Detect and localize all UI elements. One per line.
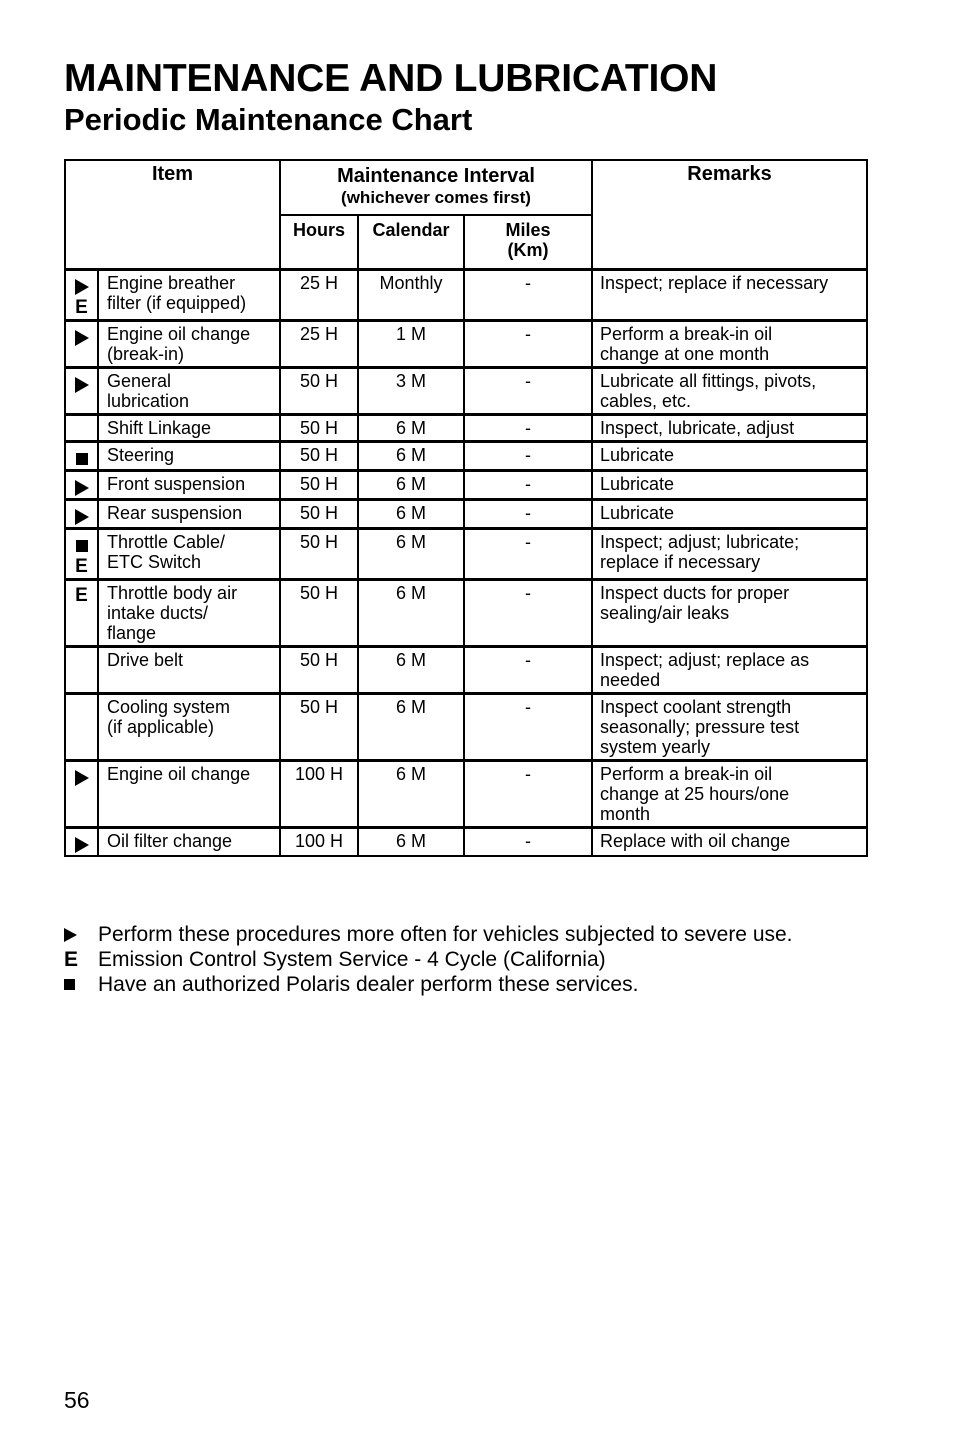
- dealer-service-symbol: [66, 534, 97, 556]
- hours-cell: 50 H: [280, 415, 358, 442]
- remarks-cell-line: Perform a break-in oil: [600, 764, 773, 784]
- table-row: [65, 471, 867, 500]
- legend-item: [64, 947, 793, 972]
- triangle-icon: [75, 509, 89, 525]
- remarks-cell-line: Lubricate all fittings, pivots,: [600, 371, 817, 391]
- km-label: (Km): [507, 240, 549, 260]
- calendar-cell: 6 M: [358, 828, 464, 857]
- item-cell: [98, 471, 280, 500]
- item-cell: [98, 529, 280, 580]
- remarks-cell-line: Inspect; adjust; replace as: [600, 650, 810, 670]
- item-cell-line: Front suspension: [107, 474, 246, 494]
- miles-cell: -: [464, 828, 592, 857]
- item-cell-line: ETC Switch: [107, 552, 202, 572]
- item-cell-line: Engine oil change: [107, 764, 251, 784]
- item-cell: [98, 828, 280, 857]
- remarks-cell: [592, 415, 867, 442]
- hours-cell: 50 H: [280, 442, 358, 471]
- hours-column-header: Hours: [280, 215, 358, 270]
- remarks-cell-line: Inspect ducts for proper: [600, 583, 790, 603]
- miles-column-header: [464, 215, 592, 270]
- miles-cell: -: [464, 442, 592, 471]
- miles-cell: -: [464, 471, 592, 500]
- square-icon: [76, 453, 88, 465]
- miles-cell: -: [464, 761, 592, 828]
- symbol-cell: [65, 761, 98, 828]
- table-row: [65, 647, 867, 694]
- severe-use-symbol: [66, 476, 97, 498]
- remarks-cell-line: Replace with oil change: [600, 831, 791, 851]
- page-subtitle: Periodic Maintenance Chart: [64, 102, 473, 137]
- calendar-cell: 6 M: [358, 500, 464, 529]
- hours-cell: 50 H: [280, 529, 358, 580]
- severe-use-symbol: [66, 373, 97, 395]
- calendar-cell: 6 M: [358, 647, 464, 694]
- maintenance-chart-table: [64, 159, 868, 857]
- hours-cell: 50 H: [280, 694, 358, 761]
- table-header-row: [65, 160, 867, 215]
- hours-cell: 50 H: [280, 368, 358, 415]
- hours-cell: 100 H: [280, 828, 358, 857]
- remarks-cell-line: Lubricate: [600, 474, 675, 494]
- table-row: [65, 270, 867, 321]
- item-cell: [98, 500, 280, 529]
- hours-cell: 50 H: [280, 471, 358, 500]
- legend-item: [64, 972, 793, 997]
- remarks-cell-line: cables, etc.: [600, 391, 692, 411]
- hours-cell: 25 H: [280, 321, 358, 368]
- table-row: [65, 321, 867, 368]
- table-row: [65, 694, 867, 761]
- symbol-cell: [65, 529, 98, 580]
- hours-cell: 50 H: [280, 580, 358, 647]
- table-row: [65, 529, 867, 580]
- emission-symbol: E: [75, 556, 88, 577]
- calendar-cell: 6 M: [358, 580, 464, 647]
- table-row: [65, 828, 867, 857]
- hours-cell: 100 H: [280, 761, 358, 828]
- triangle-icon: [75, 377, 89, 393]
- calendar-cell: 6 M: [358, 415, 464, 442]
- item-cell-line: Shift Linkage: [107, 418, 212, 438]
- item-cell-line: Rear suspension: [107, 503, 243, 523]
- remarks-cell-line: Perform a break-in oil: [600, 324, 773, 344]
- item-cell-line: (if applicable): [107, 717, 215, 737]
- miles-cell: -: [464, 529, 592, 580]
- symbol-cell: [65, 647, 98, 694]
- item-cell: [98, 761, 280, 828]
- triangle-icon: [75, 330, 89, 346]
- remarks-cell: [592, 694, 867, 761]
- miles-label: Miles: [505, 220, 551, 240]
- item-cell: [98, 580, 280, 647]
- symbol-cell: [65, 415, 98, 442]
- remarks-cell: [592, 529, 867, 580]
- legend-symbol: [64, 979, 98, 990]
- remarks-cell-line: sealing/air leaks: [600, 603, 730, 623]
- symbol-cell: [65, 500, 98, 529]
- item-cell: [98, 368, 280, 415]
- hours-cell: 50 H: [280, 647, 358, 694]
- item-cell: [98, 415, 280, 442]
- legend-text: Emission Control System Service - 4 Cycle (California): [98, 948, 606, 971]
- legend-text: Have an authorized Polaris dealer perform these services.: [98, 973, 639, 996]
- miles-cell: -: [464, 580, 592, 647]
- remarks-cell-line: replace if necessary: [600, 552, 761, 572]
- calendar-column-header: Calendar: [358, 215, 464, 270]
- remarks-cell-line: Inspect; adjust; lubricate;: [600, 532, 800, 552]
- item-cell-line: Steering: [107, 445, 175, 465]
- remarks-cell-line: Inspect; replace if necessary: [600, 273, 829, 293]
- calendar-cell: 6 M: [358, 529, 464, 580]
- remarks-cell-line: Inspect coolant strength: [600, 697, 792, 717]
- item-cell-line: lubrication: [107, 391, 190, 411]
- page-title: MAINTENANCE AND LUBRICATION: [64, 57, 718, 100]
- calendar-cell: 1 M: [358, 321, 464, 368]
- remarks-cell-line: change at 25 hours/one: [600, 784, 790, 804]
- table-row: [65, 761, 867, 828]
- remarks-cell-line: change at one month: [600, 344, 770, 364]
- remarks-cell: [592, 270, 867, 321]
- severe-use-symbol: [66, 766, 97, 788]
- triangle-icon: [75, 837, 89, 853]
- emission-symbol: E: [75, 297, 88, 318]
- dealer-service-symbol: [66, 447, 97, 469]
- calendar-cell: 6 M: [358, 442, 464, 471]
- remarks-cell: [592, 828, 867, 857]
- triangle-icon: [75, 480, 89, 496]
- legend-item: [64, 922, 793, 947]
- page-number: 56: [64, 1387, 90, 1413]
- remarks-cell-line: seasonally; pressure test: [600, 717, 800, 737]
- item-cell-line: Throttle body air: [107, 583, 238, 603]
- calendar-cell: 6 M: [358, 694, 464, 761]
- remarks-cell-line: Inspect, lubricate, adjust: [600, 418, 795, 438]
- item-cell-line: intake ducts/: [107, 603, 209, 623]
- table-body: [65, 270, 867, 857]
- remarks-cell: [592, 647, 867, 694]
- remarks-cell-line: Lubricate: [600, 503, 675, 523]
- item-cell-line: Engine breather: [107, 273, 236, 293]
- calendar-cell: 6 M: [358, 471, 464, 500]
- miles-cell: -: [464, 415, 592, 442]
- item-cell-line: Throttle Cable/: [107, 532, 226, 552]
- table-row: [65, 500, 867, 529]
- miles-cell: -: [464, 647, 592, 694]
- calendar-cell: 6 M: [358, 761, 464, 828]
- maintenance-interval-header: [280, 160, 592, 215]
- item-cell-line: flange: [107, 623, 157, 643]
- table-row: [65, 415, 867, 442]
- legend-symbol: [64, 928, 98, 942]
- symbol-cell: [65, 321, 98, 368]
- item-cell: [98, 442, 280, 471]
- miles-cell: -: [464, 500, 592, 529]
- symbol-cell: [65, 694, 98, 761]
- triangle-icon: [75, 279, 89, 295]
- item-cell-line: Oil filter change: [107, 831, 233, 851]
- legend-text: Perform these procedures more often for vehicles subjected to severe use.: [98, 923, 793, 946]
- table-row: [65, 368, 867, 415]
- remarks-cell: [592, 442, 867, 471]
- severe-use-symbol: [66, 505, 97, 527]
- miles-cell: -: [464, 368, 592, 415]
- miles-cell: -: [464, 321, 592, 368]
- hours-cell: 25 H: [280, 270, 358, 321]
- item-cell: [98, 647, 280, 694]
- remarks-cell-line: month: [600, 804, 651, 824]
- remarks-cell: [592, 580, 867, 647]
- remarks-cell: [592, 761, 867, 828]
- miles-cell: -: [464, 270, 592, 321]
- remarks-cell-line: system yearly: [600, 737, 711, 757]
- item-cell: [98, 694, 280, 761]
- symbol-cell: [65, 580, 98, 647]
- item-column-header: Item: [65, 160, 280, 270]
- severe-use-symbol: [66, 326, 97, 348]
- emission-symbol: E: [75, 585, 88, 606]
- miles-cell: -: [464, 694, 592, 761]
- item-cell-line: filter (if equipped): [107, 293, 247, 313]
- symbol-cell: [65, 471, 98, 500]
- hours-cell: 50 H: [280, 500, 358, 529]
- square-icon: [76, 540, 88, 552]
- triangle-icon: [64, 928, 77, 942]
- calendar-cell: 3 M: [358, 368, 464, 415]
- square-icon: [64, 979, 75, 990]
- maintenance-interval-title: Maintenance Interval: [337, 165, 535, 187]
- severe-use-symbol: [66, 275, 97, 297]
- remarks-cell: [592, 368, 867, 415]
- remarks-cell: [592, 321, 867, 368]
- item-cell: [98, 270, 280, 321]
- remarks-cell: [592, 471, 867, 500]
- remarks-column-header: Remarks: [592, 160, 867, 270]
- table-row: [65, 580, 867, 647]
- maintenance-interval-note: (whichever comes first): [341, 188, 531, 207]
- symbol-cell: [65, 442, 98, 471]
- item-cell-line: Engine oil change: [107, 324, 251, 344]
- legend-symbol: E: [64, 948, 79, 971]
- item-cell-line: Drive belt: [107, 650, 184, 670]
- remarks-cell-line: Lubricate: [600, 445, 675, 465]
- item-cell: [98, 321, 280, 368]
- remarks-cell-line: needed: [600, 670, 661, 690]
- symbol-legend: [64, 922, 793, 997]
- triangle-icon: [75, 770, 89, 786]
- item-cell-line: General: [107, 371, 172, 391]
- symbol-cell: [65, 270, 98, 321]
- item-cell-line: Cooling system: [107, 697, 231, 717]
- severe-use-symbol: [66, 833, 97, 855]
- item-cell-line: (break-in): [107, 344, 185, 364]
- table-row: [65, 442, 867, 471]
- symbol-cell: [65, 828, 98, 857]
- calendar-cell: Monthly: [358, 270, 464, 321]
- symbol-cell: [65, 368, 98, 415]
- remarks-cell: [592, 500, 867, 529]
